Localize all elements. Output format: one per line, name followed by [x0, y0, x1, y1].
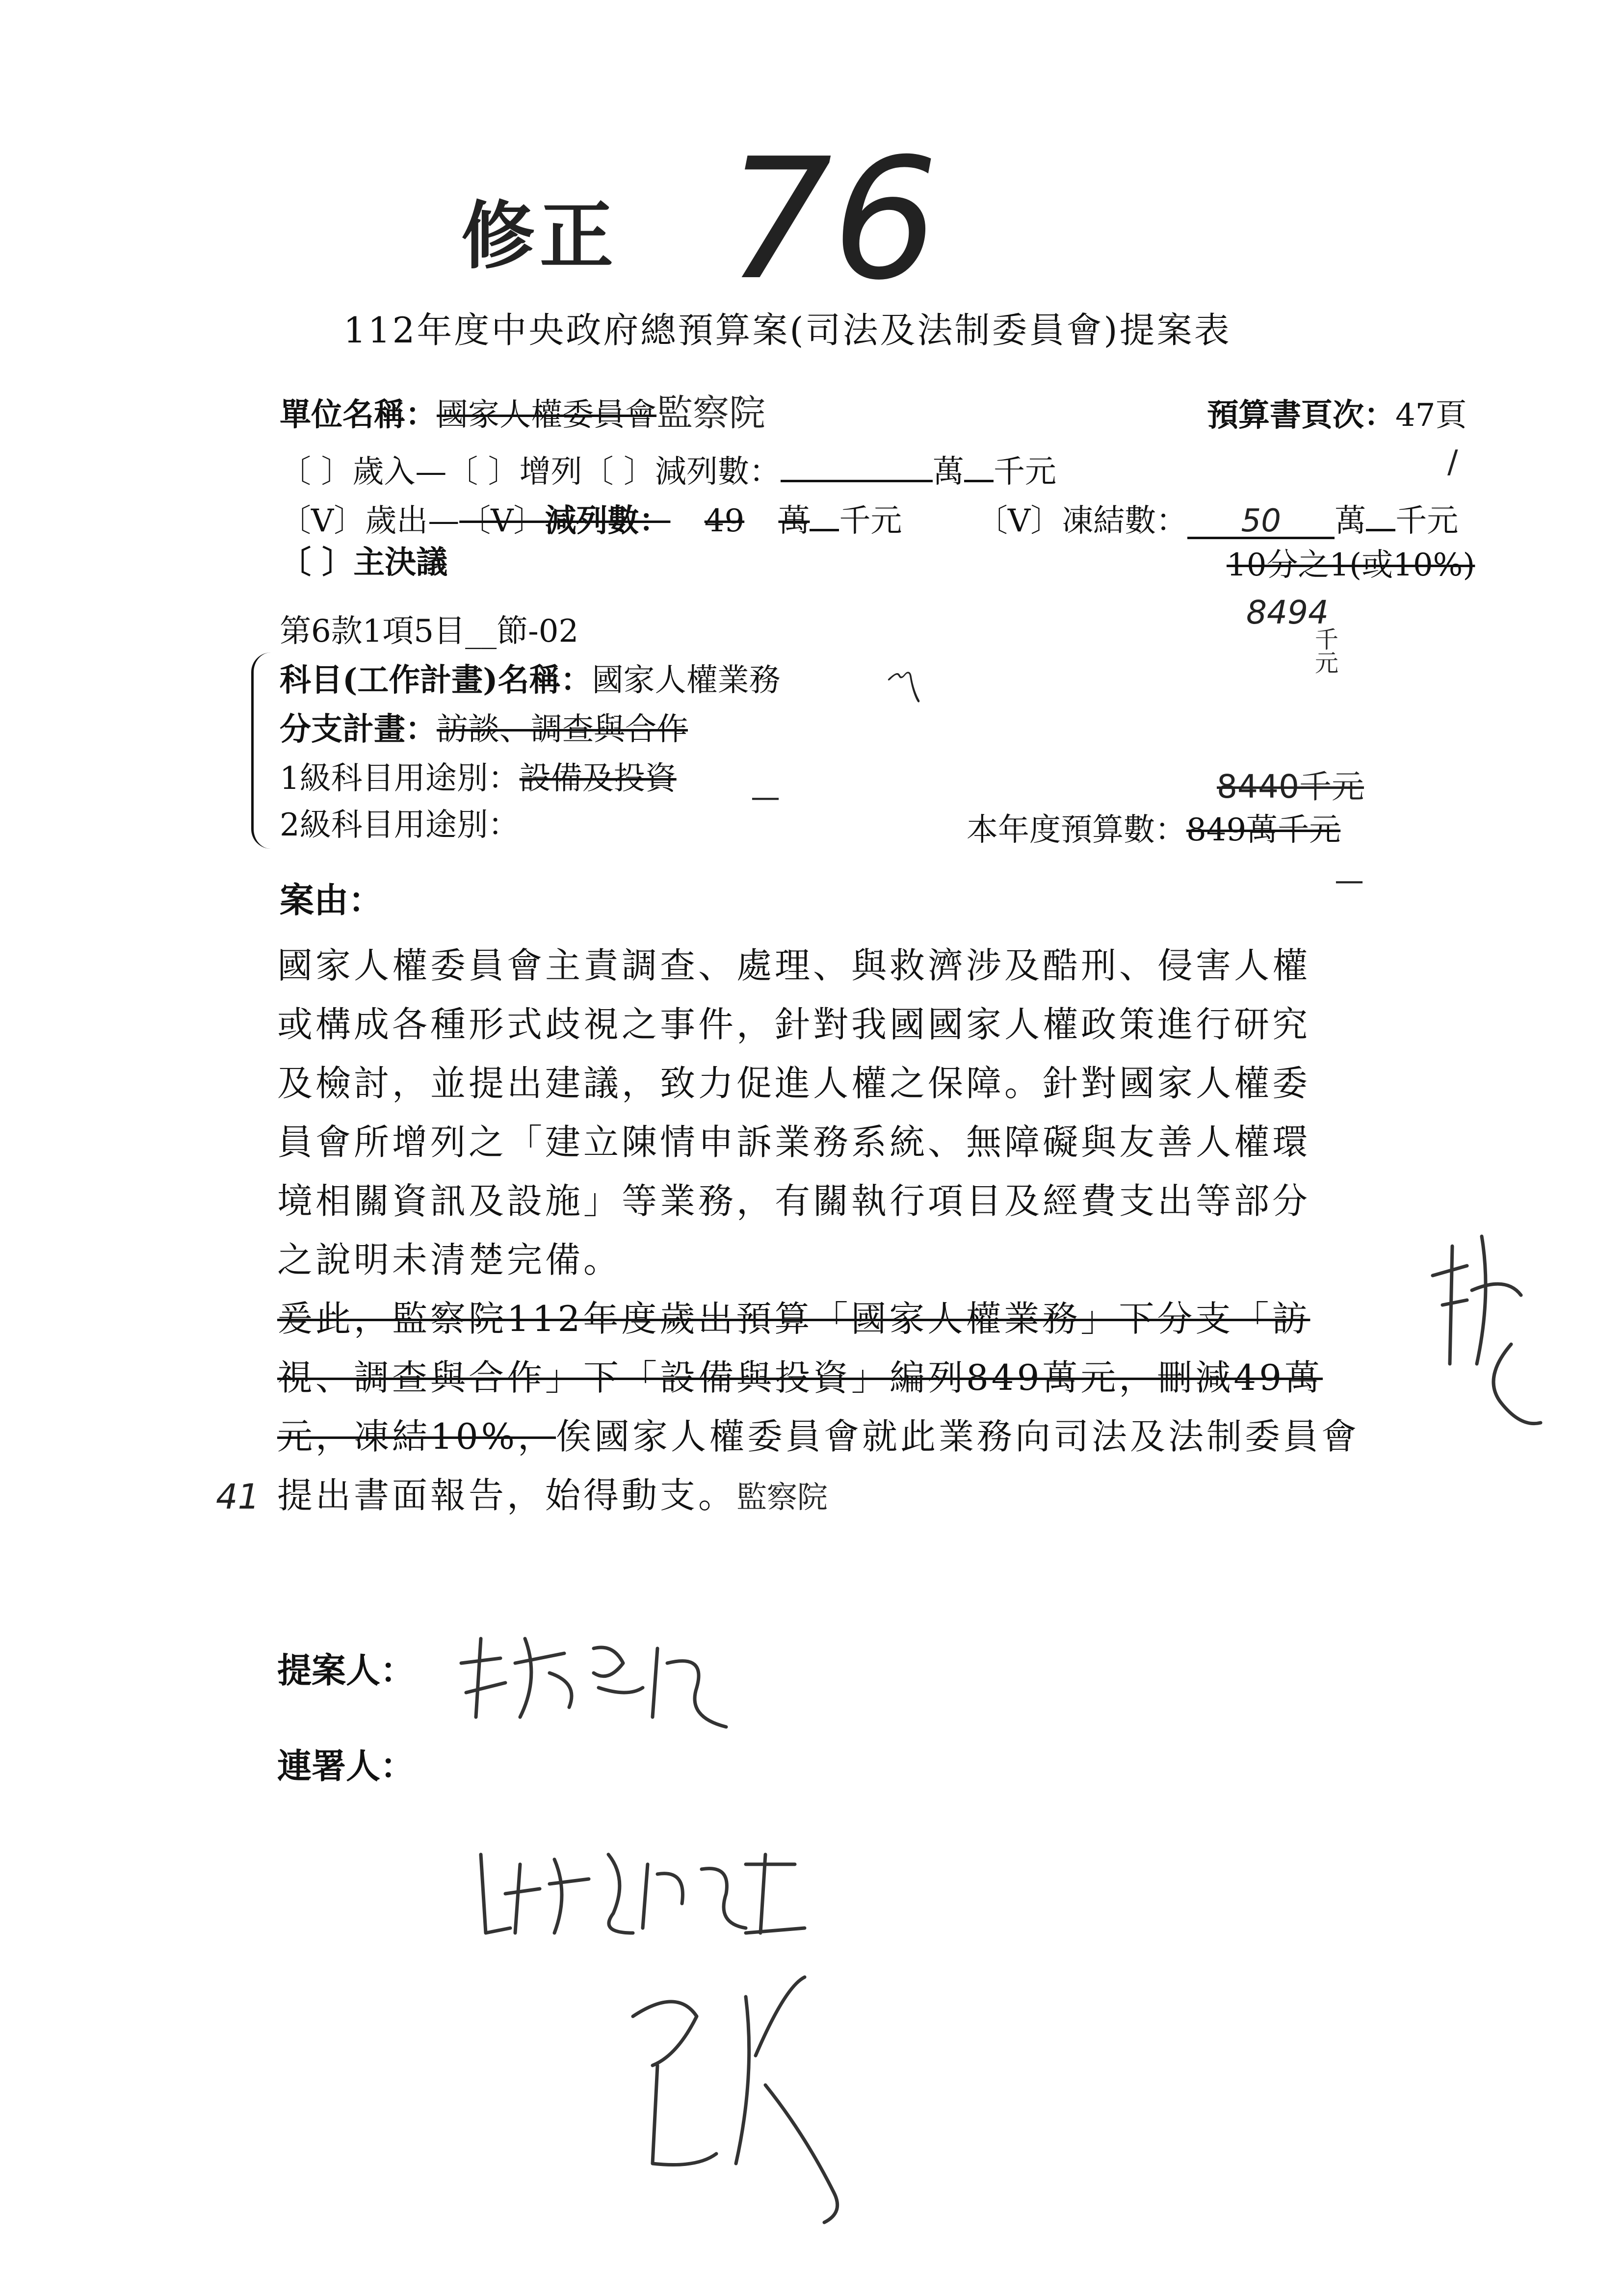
tick-mark-3: — — [1335, 863, 1364, 898]
revenue-line — [280, 451, 1056, 488]
branch-value: 訪談、調查與合作 — [437, 711, 688, 748]
expense-struck-value: 49 — [704, 503, 745, 539]
struck-ratio: 10分之1(或10%) — [1227, 547, 1475, 583]
expense-qian: 千元 — [839, 503, 902, 539]
cosigner-signature-2 — [618, 1957, 873, 2232]
case-line-3: 及檢討，並提出建議，致力促進人權之保障。針對國家人權委 — [277, 1063, 1311, 1104]
case-line-5: 境相關資訊及設施」等業務，有關執行項目及經費支出等部分 — [277, 1180, 1311, 1222]
handwritten-amount-unit: 千元 — [1315, 626, 1339, 677]
revenue-qian-blank — [964, 451, 994, 482]
tick-mark: / — [1447, 444, 1458, 480]
subject-handwritten-mark: 〽 — [878, 663, 922, 714]
revenue-wan: 萬 — [933, 454, 965, 490]
margin-signature — [1423, 1217, 1550, 1452]
budget-label: 本年度預算數： — [967, 812, 1186, 848]
case-line-1: 國家人權委員會主責調查、處理、與救濟涉及酷刑、侵害人權 — [277, 945, 1311, 986]
expense-check: 〔V〕歲出— — [280, 503, 460, 539]
handwritten-proposal-number: 76 — [726, 123, 939, 317]
margin-number: 41 — [216, 1477, 260, 1517]
proposer-signature — [451, 1619, 756, 1737]
proposer-label: 提案人： — [277, 1650, 415, 1691]
level1-handwritten: 8440千元 — [1217, 768, 1364, 806]
level2-label: 2級科目用途別： — [280, 807, 520, 843]
case-heading: 案由： — [280, 880, 383, 920]
case-line-7-rest: 俟國家人權委員會就此業務向司法及法制委員會 — [556, 1416, 1360, 1457]
section-bracket — [251, 652, 273, 849]
revision-stamp: 修正 — [461, 194, 619, 279]
revenue-amount-blank — [781, 451, 933, 482]
expense-struck-check: 〔V〕 — [459, 503, 545, 539]
resolution-line — [280, 544, 448, 581]
case-struck-line-3: 元，凍結10%， — [277, 1416, 556, 1457]
case-struck-line-1: 爰此，監察院112年度歲出預算「國家人權業務」下分支「訪 — [277, 1298, 1310, 1339]
level1-label: 1級科目用途別： — [280, 760, 520, 797]
tick-mark-2: — — [751, 780, 780, 814]
unit-name-row — [280, 392, 765, 434]
budget-page-label: 預算書頁次： — [1207, 397, 1395, 434]
form-title: 112年度中央政府總預算案(司法及法制委員會)提案表 — [343, 310, 1231, 351]
expense-wan: 萬 — [778, 503, 810, 539]
case-line-6: 之說明未清楚完備。 — [277, 1239, 622, 1280]
expense-line — [280, 500, 902, 537]
subject-row — [280, 662, 781, 699]
case-line-4: 員會所增列之「建立陳情申訴業務系統、無障礙與友善人權環 — [277, 1122, 1311, 1163]
unit-name-original: 國家人權委員會 — [437, 397, 656, 433]
cosigner-label: 連署人： — [277, 1746, 415, 1786]
freeze-label: 〔V〕凍結數： — [976, 503, 1188, 539]
case-line-8-text: 提出書面報告，始得動支。 — [277, 1475, 737, 1516]
freeze-qian: 千元 — [1395, 503, 1459, 539]
level2-row — [280, 809, 520, 841]
case-line-8 — [277, 1467, 828, 1518]
subject-value: 國家人權業務 — [592, 662, 781, 699]
cosigner-signature-1 — [471, 1835, 814, 1953]
resolution-text: 〔 〕主決議 — [280, 544, 448, 581]
case-line-8-handwritten: 監察院 — [736, 1479, 828, 1515]
level1-value: 設備及投資 — [519, 760, 677, 797]
freeze-value: 50 — [1187, 505, 1335, 539]
freeze-line — [976, 500, 1458, 539]
budget-row — [967, 814, 1340, 846]
expense-struck-label: 減列數： — [545, 502, 671, 539]
revenue-text: 〔 〕歲入—〔 〕增列〔 〕減列數： — [280, 454, 781, 490]
unit-name-handwritten: 監察院 — [656, 392, 765, 434]
case-struck-line-2: 視、調查與合作」下「設備與投資」編列849萬元，刪減49萬 — [277, 1357, 1323, 1398]
case-line-2: 或構成各種形式歧視之事件，針對我國國家人權政策進行研究 — [277, 1004, 1311, 1045]
revenue-qian: 千元 — [994, 454, 1057, 490]
case-line-7 — [277, 1408, 1360, 1459]
freeze-wan: 萬 — [1335, 503, 1366, 539]
section-line: 第6款1項5目__節-02 — [280, 613, 579, 650]
branch-label: 分支計畫： — [280, 711, 437, 748]
branch-row — [280, 711, 688, 748]
budget-value: 849萬千元 — [1186, 812, 1341, 848]
handwritten-amount: 8494 — [1246, 594, 1329, 631]
subject-label: 科目(工作計畫)名稱： — [280, 662, 592, 699]
level1-row — [280, 760, 677, 797]
budget-page-value: 47頁 — [1395, 397, 1467, 434]
budget-page-row — [1207, 397, 1467, 434]
freeze-qian-blank — [1366, 500, 1395, 531]
unit-name-label: 單位名稱： — [280, 396, 437, 433]
expense-qian-blank — [810, 500, 839, 531]
